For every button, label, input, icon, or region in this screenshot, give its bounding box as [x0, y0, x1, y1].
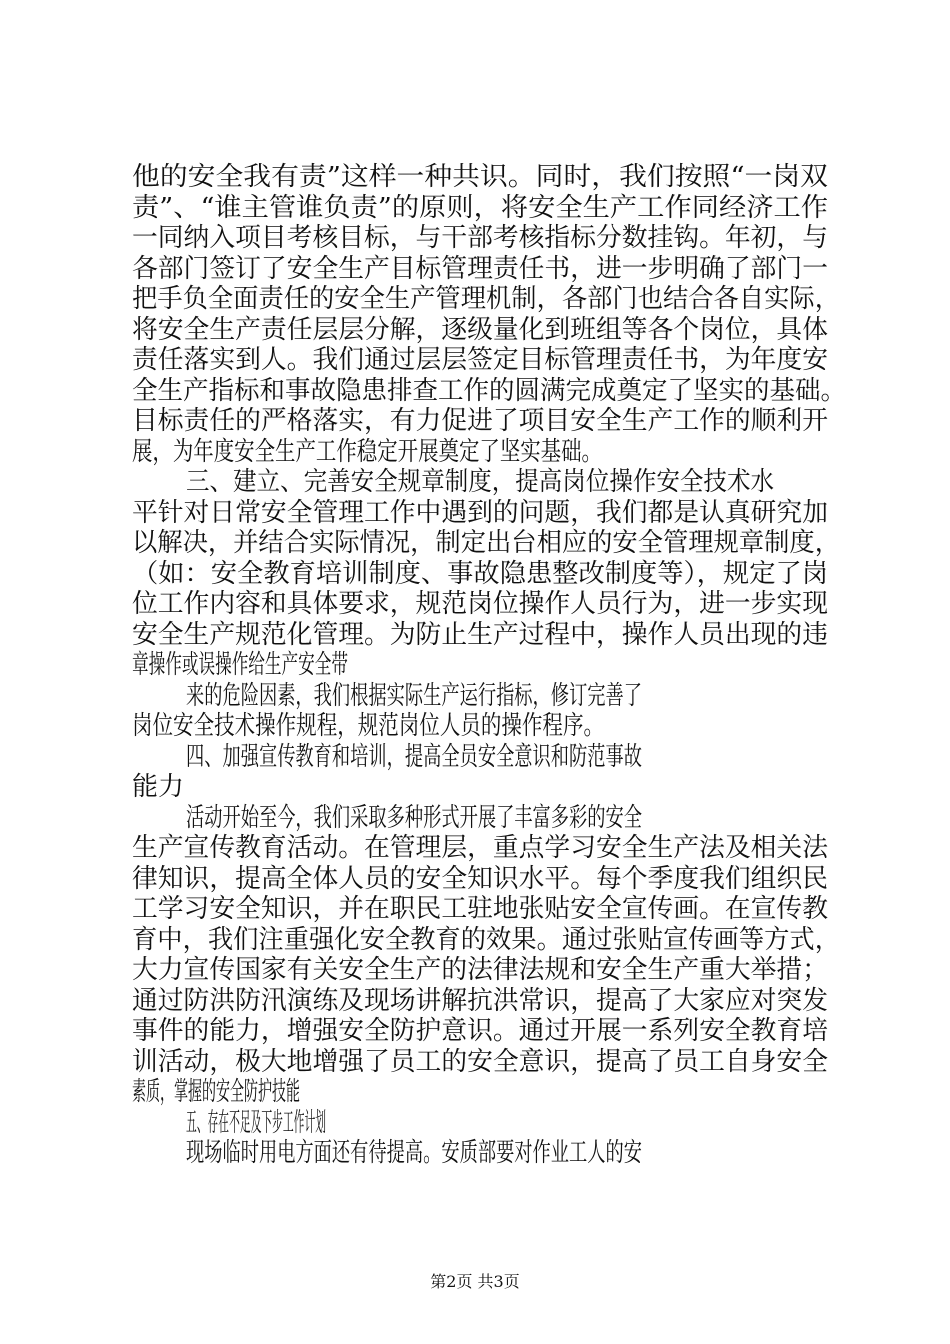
body-text-line: 四、加强宣传教育和培训，提高全员安全意识和防范事故 [186, 742, 642, 772]
body-text-line: 五、存在不足及下步工作计划 [186, 1108, 326, 1138]
body-text-line: 他的安全我有责”这样一种共识。同时，我们按照“一岗双 [132, 162, 828, 192]
body-text-line: 通过防洪防汛演练及现场讲解抗洪常识，提高了大家应对突发 [132, 986, 828, 1016]
body-text-line: 一同纳入项目考核目标，与干部考核指标分数挂钩。年初，与 [132, 223, 828, 253]
body-text-line: 平针对日常安全管理工作中遇到的问题，我们都是认真研究加 [132, 498, 828, 528]
body-text-line: 训活动，极大地增强了员工的安全意识，提高了员工自身安全 [132, 1047, 828, 1077]
body-text-line: 大力宣传国家有关安全生产的法律法规和安全生产重大举措； [132, 955, 828, 985]
body-text-line: 律知识，提高全体人员的安全知识水平。每个季度我们组织民 [132, 864, 828, 894]
body-text-line: 章操作或误操作给生产安全带 [132, 650, 348, 680]
page-footer [0, 1272, 950, 1292]
body-text-line: 来的危险因素，我们根据实际生产运行指标，修订完善了 [186, 681, 642, 711]
body-text-line: 岗位安全技术操作规程，规范岗位人员的操作程序。 [132, 711, 604, 741]
body-text-line: 以解决，并结合实际情况，制定出台相应的安全管理规章制度， [132, 528, 840, 558]
body-text-line: 素质，掌握的安全防护技能 [132, 1077, 300, 1107]
body-text-line: 全生产指标和事故隐患排查工作的圆满完成奠定了坚实的基础。 [132, 376, 846, 406]
body-text-line: 生产宣传教育活动。在管理层，重点学习安全生产法及相关法 [132, 833, 828, 863]
body-text-line: （如：安全教育培训制度、事故隐患整改制度等），规定了岗 [132, 559, 828, 589]
body-text-line: 活动开始至今，我们采取多种形式开展了丰富多彩的安全 [186, 803, 642, 833]
body-text-line: 现场临时用电方面还有待提高。安质部要对作业工人的安 [186, 1138, 642, 1168]
body-text-line: 能力 [132, 772, 185, 802]
body-text-line: 工学习安全知识，并在职民工驻地张贴安全宣传画。在宣传教 [132, 894, 828, 924]
body-text-line: 事件的能力，增强安全防护意识。通过开展一系列安全教育培 [132, 1016, 828, 1046]
body-text-line: 各部门签订了安全生产目标管理责任书，进一步明确了部门一 [132, 254, 828, 284]
body-text-line: 将安全生产责任层层分解，逐级量化到班组等各个岗位，具体 [132, 315, 828, 345]
body-text-line: 责任落实到人。我们通过层层签定目标管理责任书，为年度安 [132, 345, 828, 375]
body-text-line: 三、建立、完善安全规章制度，提高岗位操作安全技术水 [186, 467, 774, 497]
body-text-line: 位工作内容和具体要求，规范岗位操作人员行为，进一步实现 [132, 589, 828, 619]
page-number-label: 第2页 共3页 [430, 1272, 520, 1291]
body-text-line: 展，为年度安全生产工作稳定开展奠定了坚实基础。 [132, 437, 602, 467]
body-text-line: 安全生产规范化管理。为防止生产过程中，操作人员出现的违 [132, 620, 828, 650]
body-text-line: 育中，我们注重强化安全教育的效果。通过张贴宣传画等方式， [132, 925, 840, 955]
body-text-line: 责”、“谁主管谁负责”的原则，将安全生产工作同经济工作 [132, 193, 828, 223]
body-text-line: 目标责任的严格落实，有力促进了项目安全生产工作的顺利开 [132, 406, 828, 436]
body-text-line: 把手负全面责任的安全生产管理机制，各部门也结合各自实际， [132, 284, 840, 314]
